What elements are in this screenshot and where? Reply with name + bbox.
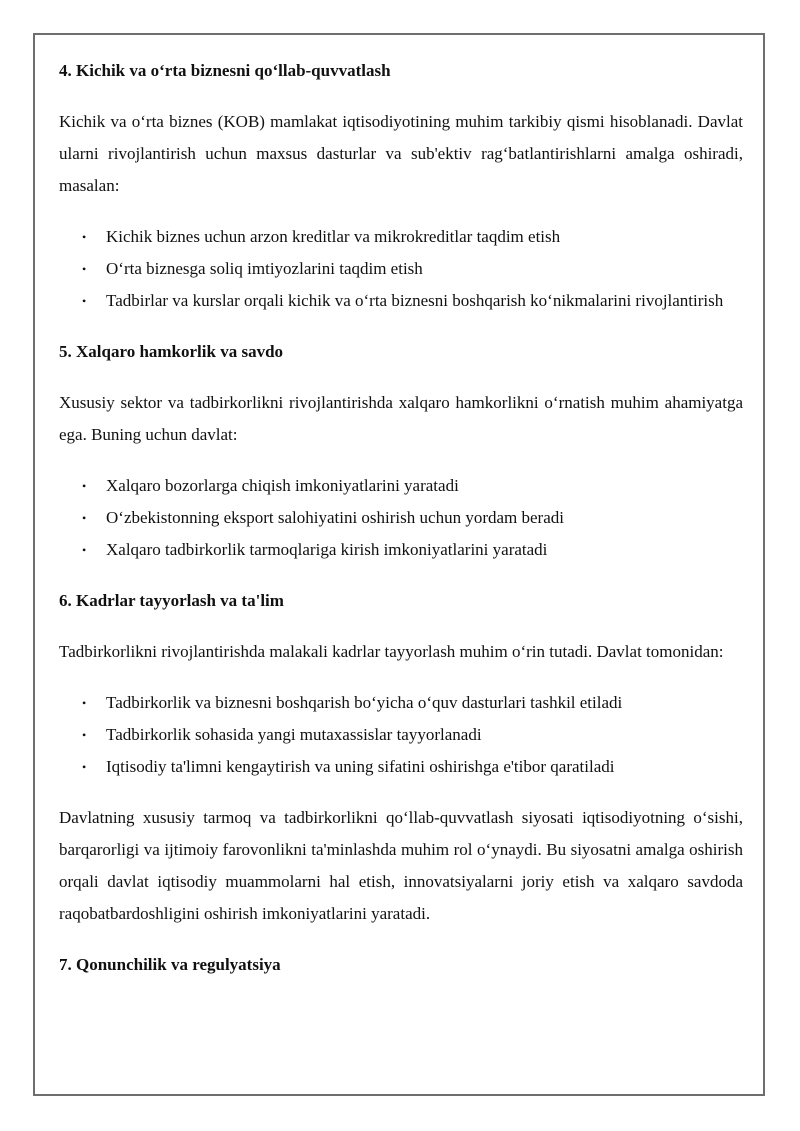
list-item xyxy=(59,751,743,783)
bullet-icon: • xyxy=(82,728,87,742)
section-heading: 7. Qonunchilik va regulyatsiya xyxy=(59,955,281,974)
bullet-icon: • xyxy=(82,479,87,493)
list-item xyxy=(59,534,743,566)
list-item-text: O‘rta biznesga soliq imtiyozlarini taqdim etish xyxy=(106,259,423,278)
list-item xyxy=(59,253,743,285)
list-item-text: Tadbirkorlik va biznesni boshqarish bo‘yicha o‘quv dasturlari tashkil etiladi xyxy=(106,693,623,712)
list-item-text: Xalqaro bozorlarga chiqish imkoniyatlarini yaratadi xyxy=(106,476,459,495)
list-item-text: Iqtisodiy ta'limni kengaytirish va uning sifatini oshirishga e'tibor qaratiladi xyxy=(106,757,615,776)
section-heading: 6. Kadrlar tayyorlash va ta'lim xyxy=(59,591,284,610)
section-heading: 5. Xalqaro hamkorlik va savdo xyxy=(59,342,284,361)
list-item-text: Kichik biznes uchun arzon kreditlar va mikrokreditlar taqdim etish xyxy=(106,227,561,246)
bullet-icon: • xyxy=(82,543,87,557)
conclusion-paragraph: Davlatning xususiy tarmoq va tadbirkorlikni qo‘llab-quvvatlash siyosati iqtisodiyotning o‘sishi, barqarorligi va ijtimoiy farovonlikni ta'minlashda muhim rol o‘ynaydi. Bu siyosatni amalga oshirish orqali davlat iqtisodiy muammolarni hal etish, innovatsiyalarni joriy etish va xalqaro savdoda raqobatbardoshligini oshirish imkoniyatlarini yaratadi. xyxy=(59,808,743,923)
bullet-icon: • xyxy=(82,262,87,276)
list-item-text: Xalqaro tadbirkorlik tarmoqlariga kirish imkoniyatlarini yaratadi xyxy=(106,540,548,559)
list-item xyxy=(59,502,743,534)
section-heading: 4. Kichik va o‘rta biznesni qo‘llab-quvvatlash xyxy=(59,61,391,80)
page-frame xyxy=(33,33,765,1096)
section-paragraph: Xususiy sektor va tadbirkorlikni rivojlantirishda xalqaro hamkorlikni o‘rnatish muhim ahamiyatga ega. Buning uchun davlat: xyxy=(59,393,743,444)
list-item-text: Tadbirkorlik sohasida yangi mutaxassislar tayyorlanadi xyxy=(106,725,482,744)
list-item xyxy=(59,719,743,751)
list-item xyxy=(59,687,743,719)
bullet-list xyxy=(59,687,743,783)
list-item xyxy=(59,221,743,253)
list-item-text: O‘zbekistonning eksport salohiyatini oshirish uchun yordam beradi xyxy=(106,508,564,527)
bullet-icon: • xyxy=(82,230,87,244)
list-item xyxy=(59,470,743,502)
bullet-icon: • xyxy=(82,294,87,308)
bullet-icon: • xyxy=(82,760,87,774)
document-body xyxy=(59,55,743,1000)
list-item xyxy=(59,285,743,317)
list-item-text: Tadbirlar va kurslar orqali kichik va o‘rta biznesni boshqarish ko‘nikmalarini rivojlantirish xyxy=(106,291,724,310)
section-paragraph: Tadbirkorlikni rivojlantirishda malakali kadrlar tayyorlash muhim o‘rin tutadi. Davlat tomonidan: xyxy=(59,642,724,661)
bullet-icon: • xyxy=(82,511,87,525)
bullet-icon: • xyxy=(82,696,87,710)
bullet-list xyxy=(59,470,743,566)
section-paragraph: Kichik va o‘rta biznes (KOB) mamlakat iqtisodiyotining muhim tarkibiy qismi hisoblanadi. Davlat ularni rivojlantirish uchun maxsus dasturlar va sub'ektiv rag‘batlantirishlarni amalga oshiradi, masalan: xyxy=(59,112,743,195)
bullet-list xyxy=(59,221,743,317)
